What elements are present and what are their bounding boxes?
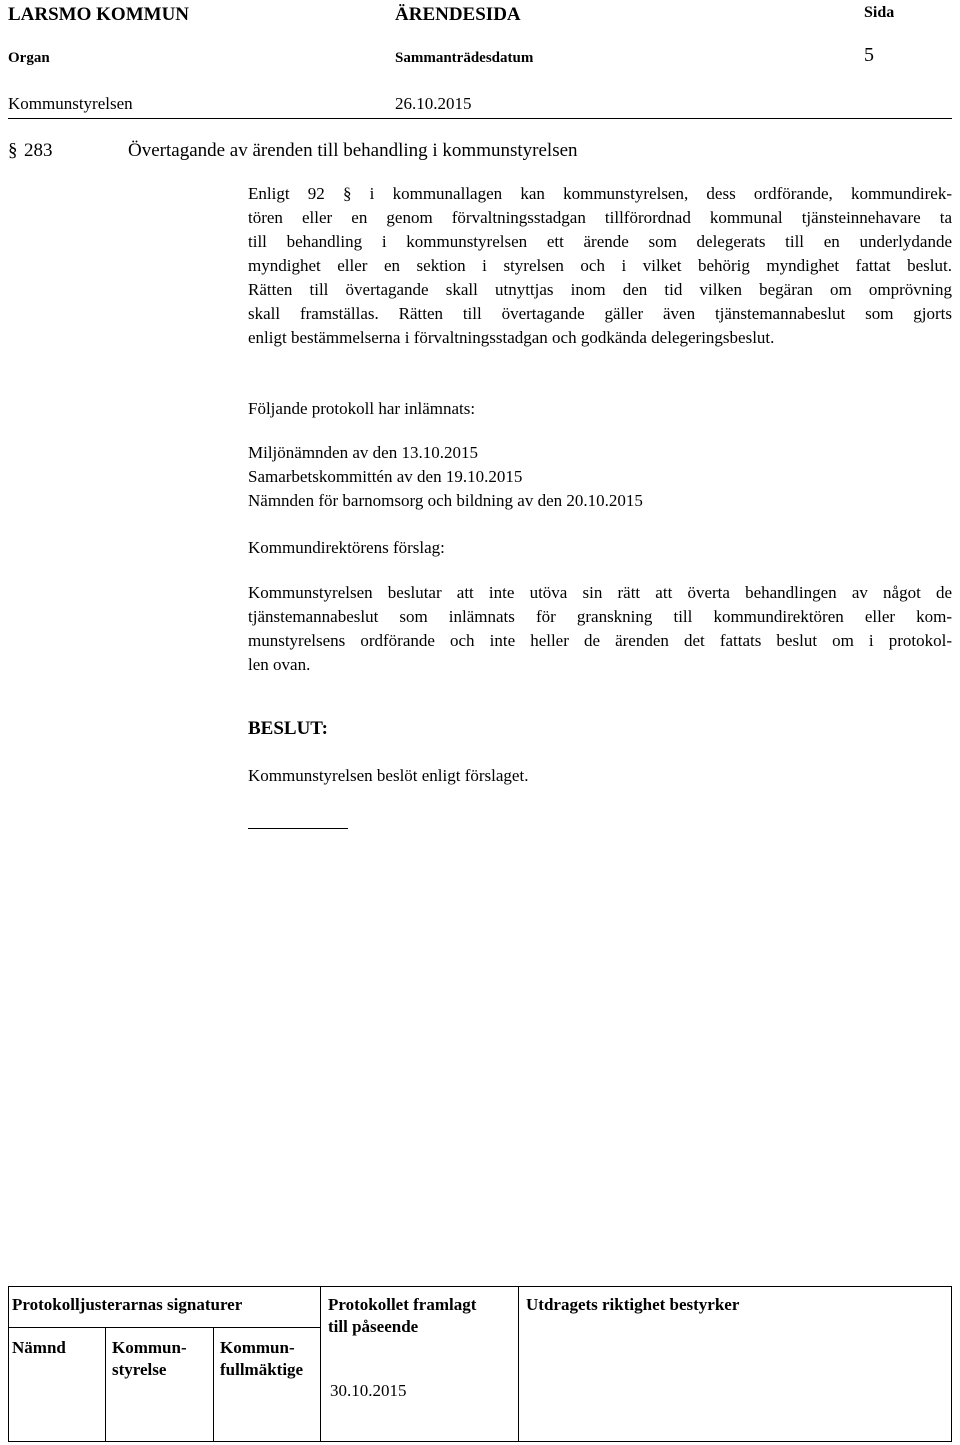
decision-heading: BESLUT: bbox=[248, 718, 328, 739]
footer-vline bbox=[951, 1286, 952, 1441]
intro-line: till behandling i kommunstyrelsen ett ärende som delegerats till en underlydande bbox=[248, 232, 952, 251]
presented-date: 30.10.2015 bbox=[330, 1381, 407, 1400]
presented-label-line: Protokollet framlagt bbox=[328, 1295, 477, 1314]
proposal-line: munstyrelsens ordförande och inte heller de ärenden det fattats beslut om i protokol- bbox=[248, 631, 952, 650]
protocol-item: Nämnden för barnomsorg och bildning av den 20.10.2015 bbox=[248, 491, 643, 510]
footer-vline bbox=[518, 1286, 519, 1441]
presented-label bbox=[328, 1294, 476, 1338]
section-paragraph-mark: § bbox=[8, 140, 18, 161]
col-ks-line: Kommun- bbox=[112, 1338, 187, 1357]
section-number: 283 bbox=[24, 140, 53, 161]
protocol-item: Miljönämnden av den 13.10.2015 bbox=[248, 443, 478, 462]
certified-label: Utdragets riktighet bestyrker bbox=[526, 1295, 740, 1314]
proposal-line: Kommunstyrelsen beslutar att inte utöva sin rätt att överta behandlingen av något de bbox=[248, 583, 952, 602]
intro-line: enligt bestämmelserna i förvaltningsstadgan och godkända delegeringsbeslut. bbox=[248, 328, 775, 347]
signatures-label: Protokolljusterarnas signaturer bbox=[12, 1295, 243, 1314]
footer-vline bbox=[213, 1327, 214, 1441]
org-name: LARSMO KOMMUN bbox=[8, 4, 190, 25]
intro-paragraph bbox=[248, 182, 952, 350]
decision-text: Kommunstyrelsen beslöt enligt förslaget. bbox=[248, 766, 529, 785]
intro-line: skall framställas. Rätten till övertagande gäller även tjänstemannabeslut som gjorts bbox=[248, 304, 952, 323]
section-title: Övertagande av ärenden till behandling i kommunstyrelsen bbox=[128, 140, 578, 161]
proposal-heading: Kommundirektörens förslag: bbox=[248, 538, 445, 557]
doc-type: ÄRENDESIDA bbox=[395, 4, 521, 25]
col-ks-line: styrelse bbox=[112, 1360, 167, 1379]
organ-value: Kommunstyrelsen bbox=[8, 94, 133, 113]
date-value: 26.10.2015 bbox=[395, 94, 472, 113]
footer-vline bbox=[320, 1286, 321, 1441]
presented-label-line: till påseende bbox=[328, 1317, 419, 1336]
footer-vline bbox=[8, 1286, 9, 1441]
intro-line: Enligt 92 § i kommunallagen kan kommunstyrelsen, dess ordförande, kommundirek- bbox=[248, 184, 952, 203]
col-kommunstyrelse bbox=[112, 1337, 187, 1381]
col-kf-line: Kommun- bbox=[220, 1338, 295, 1357]
proposal-paragraph bbox=[248, 581, 952, 677]
closing-rule bbox=[248, 828, 348, 829]
intro-line: myndighet eller en sektion i styrelsen och i vilket behörig myndighet fattat beslut. bbox=[248, 256, 952, 275]
footer-bottom-rule bbox=[8, 1441, 952, 1442]
protocols-heading: Följande protokoll har inlämnats: bbox=[248, 399, 476, 418]
col-namnd: Nämnd bbox=[12, 1338, 66, 1357]
page-number: 5 bbox=[864, 44, 874, 66]
proposal-line: tjänstemannabeslut som inlämnats för granskning till kommundirektören eller kom- bbox=[248, 607, 952, 626]
footer-inner-rule bbox=[8, 1327, 320, 1328]
footer-top-rule bbox=[8, 1286, 952, 1287]
proposal-line: len ovan. bbox=[248, 655, 311, 674]
date-label: Sammanträdesdatum bbox=[395, 50, 534, 66]
protocols-list bbox=[248, 441, 643, 513]
page-label: Sida bbox=[864, 4, 895, 21]
intro-line: Rätten till övertagande skall utnyttjas inom den tid vilken begäran om omprövning bbox=[248, 280, 952, 299]
protocol-item: Samarbetskommittén av den 19.10.2015 bbox=[248, 467, 523, 486]
organ-label: Organ bbox=[8, 50, 50, 66]
intro-line: tören eller en genom förvaltningsstadgan tillförordnad kommunal tjänsteinnehavare ta bbox=[248, 208, 952, 227]
col-kommunfullmaktige bbox=[220, 1337, 303, 1381]
header-rule bbox=[8, 118, 952, 119]
footer-vline bbox=[105, 1327, 106, 1441]
col-kf-line: fullmäktige bbox=[220, 1360, 304, 1379]
